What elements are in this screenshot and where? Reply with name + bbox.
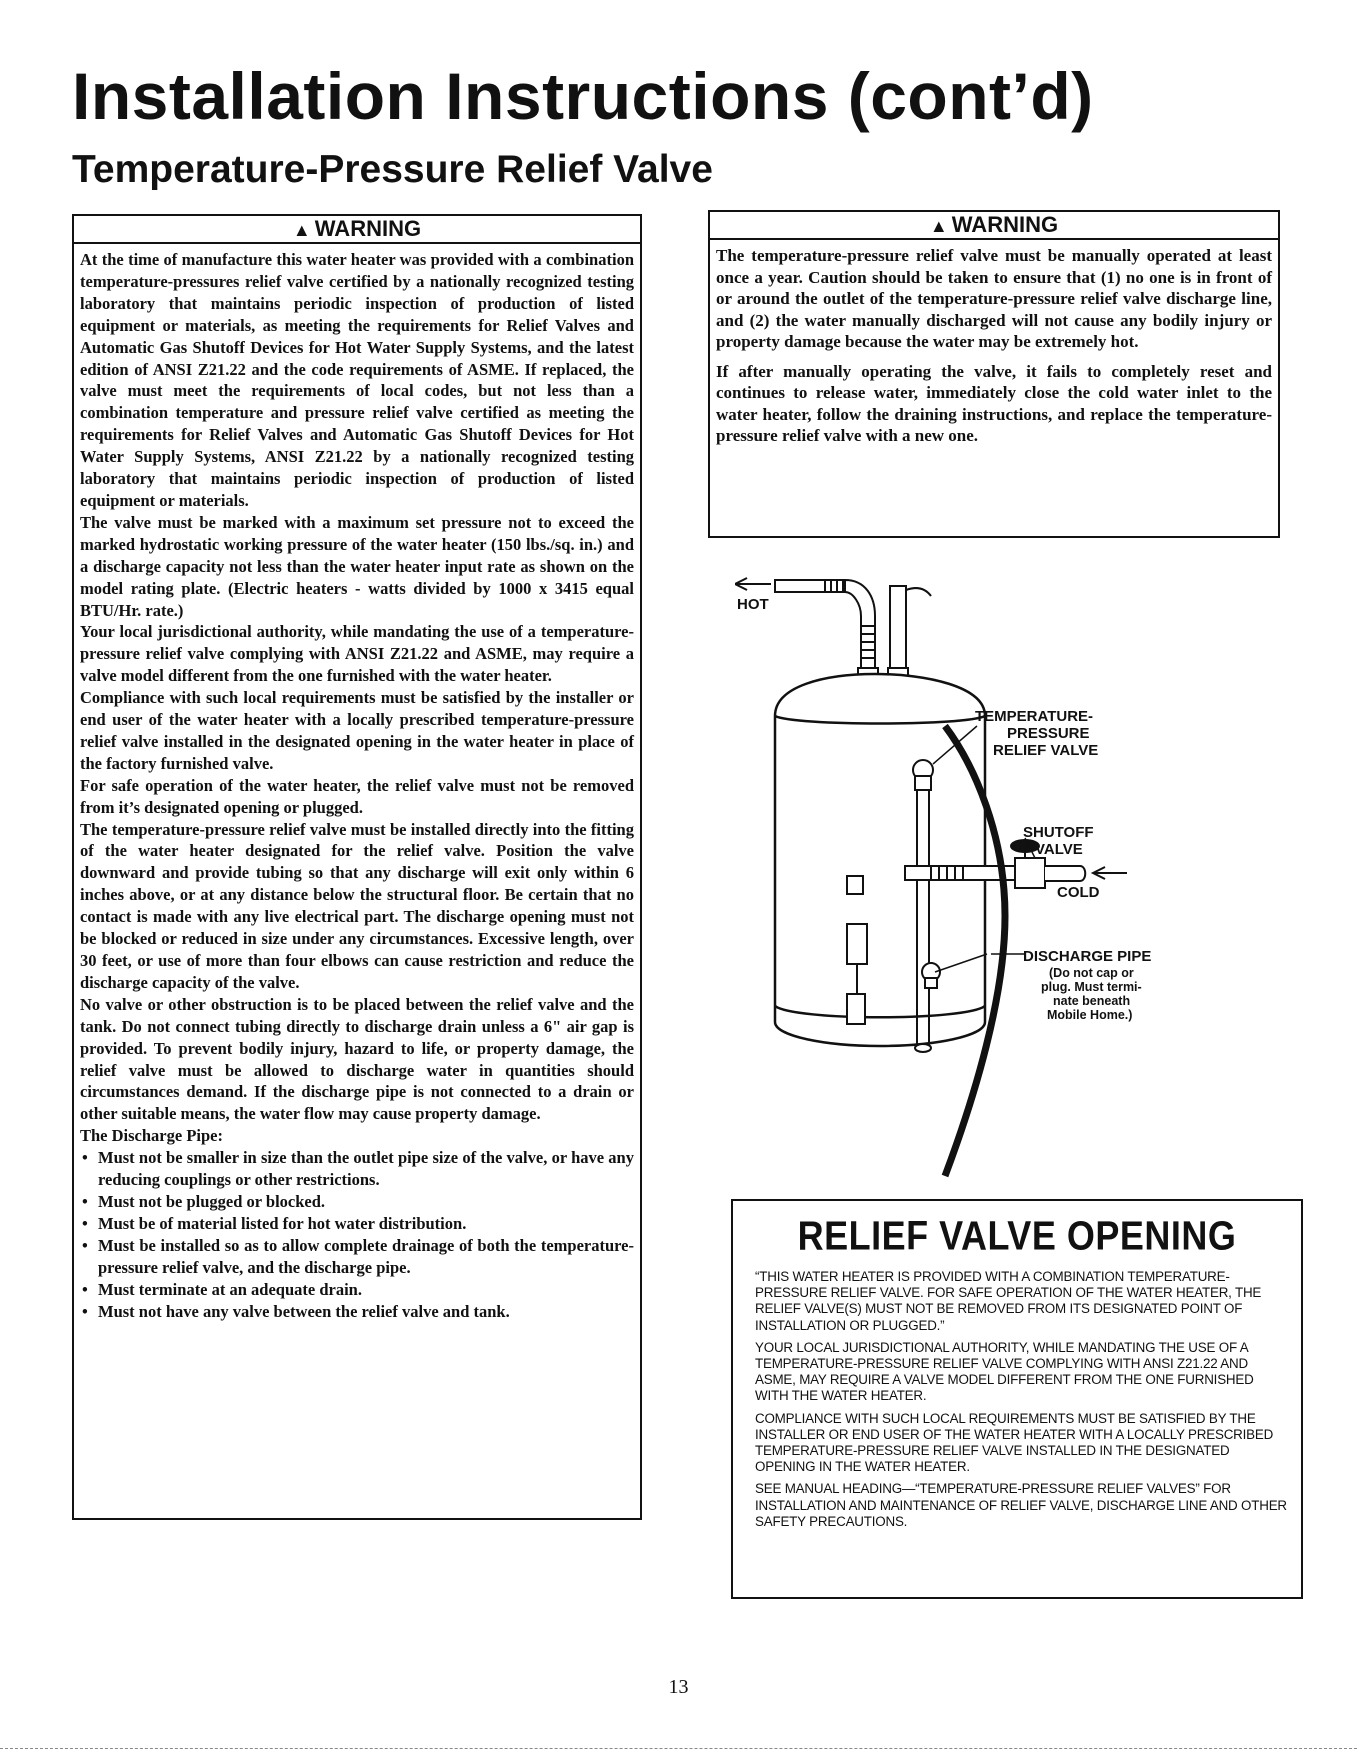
tp-valve-label-line-1: TEMPERATURE- — [975, 708, 1094, 725]
warning-paragraph: At the time of manufacture this water heater was provided with a combination temperature-pressures relief valve certified by a nationally recognized testing laboratory that maintains periodic inspection of production of listed equipment or materials, as meeting the requirements for Relief Valves and Automatic Gas Shutoff Devices for Hot Water Supply Systems, and the latest edition of ANSI Z21.22 and the code requirements of ASME. If replaced, the valve must meet the requirements of local codes, but not less than a combination temperature and pressure relief valve certified as meeting the requirements for Relief Valves and Automatic Gas Shutoff Devices for Hot Water Supply Systems, ANSI Z21.22 by a nationally recognized testing laboratory that maintains periodic inspection of production of listed equipment or materials. — [80, 250, 634, 510]
relief-paragraph: YOUR LOCAL JURISDICTIONAL AUTHORITY, WHILE MANDATING THE USE OF A TEMPERATURE-PRESSURE RELIEF VALVE COMPLYING WITH ANSI Z21.22 AND ASME, MAY REQUIRE A VALVE MODEL DIFFERENT FROM THE ONE FURNISHED WITH THE WATER HEATER. — [755, 1339, 1254, 1404]
relief-valve-opening-label — [731, 1199, 1303, 1599]
shutoff-label-line-2: VALVE — [1035, 841, 1083, 858]
warning-heading: WARNING — [951, 212, 1059, 237]
warning-paragraph: Your local jurisdictional authority, while mandating the use of a temperature-pressure relief valve complying with ANSI Z21.22 and ASME, may require a valve model different from the one furnished with the water heater. — [80, 622, 634, 686]
list-item: • Must not have any valve between the relief valve and tank. — [80, 1301, 634, 1323]
cold-label: COLD — [1057, 884, 1100, 901]
cold-inlet-pipe-top — [890, 586, 931, 678]
warning-paragraph: No valve or other obstruction is to be placed between the relief valve and the tank. Do not connect tubing directly to discharge drain unless a 6" air gap is provided. To prevent bodily injury, hazard to life, or property damage, the relief valve must be allowed to discharge water in quantities should circumstances demand. If the discharge pipe is not connected to a drain or other suitable means, the water flow may cause property damage. — [80, 994, 634, 1124]
tp-valve-label-line-2: PRESSURE — [1007, 725, 1090, 742]
hot-arrow-icon — [735, 578, 771, 590]
hot-water-pipe — [775, 580, 875, 676]
list-item: • Must terminate at an adequate drain. — [80, 1279, 634, 1301]
list-item: • Must be of material listed for hot water distribution. — [80, 1213, 634, 1235]
warning-box-right — [708, 210, 1280, 538]
discharge-note-line-2: plug. Must termi- — [1041, 980, 1142, 994]
warning-paragraph: If after manually operating the valve, it fails to completely reset and continues to release water, immediately close the cold water inlet to the water heater, follow the draining instructions, and replace the temperature-pressure relief valve with a new one. — [716, 361, 1272, 445]
tp-valve-label-line-3: RELIEF VALVE — [993, 742, 1099, 759]
hot-label: HOT — [737, 596, 769, 613]
warning-body — [710, 240, 1278, 447]
warning-paragraph: The valve must be marked with a maximum set pressure not to exceed the marked hydrostatic working pressure of the water heater (150 lbs./sq. in.) and a discharge capacity not less than the water heater input rate as shown on the model rating plate. (Electric heaters - watts divided by 1000 x 3415 equal BTU/Hr. rate.) — [80, 512, 634, 620]
water-heater-illustration — [735, 576, 1277, 1201]
relief-paragraph: “THIS WATER HEATER IS PROVIDED WITH A COMBINATION TEMPERATURE-PRESSURE RELIEF VALVE. FOR SAFE OPERATION OF THE WATER HEATER, THE RELIEF VALVE(S) MUST NOT BE REMOVED FROM ITS DESIGNATED POINT OF INSTALLATION OR PLUGGED.” — [755, 1269, 1262, 1333]
warning-paragraph: The temperature-pressure relief valve must be installed directly into the fitting of the water heater designated for the relief valve. Position the valve downward and provide tubing so that any discharge will exit only within 6 inches above, or at any distance below the structural floor. Be certain that no contact is made with any live electrical part. The discharge opening must not be blocked or reduced in size under any circumstances. Excessive length, over 30 feet, or use of more than four elbows can cause restriction and reduce the discharge capacity of the valve. — [80, 819, 634, 992]
warning-paragraph: Compliance with such local requirements must be satisfied by the installer or end user of the water heater with a locally prescribed temperature-pressure relief valve installed in the designated opening in the water heater in place of the factory furnished valve. — [80, 688, 634, 773]
relief-valve-body — [733, 1257, 1301, 1530]
list-item: • Must not be plugged or blocked. — [80, 1191, 634, 1213]
relief-paragraph: COMPLIANCE WITH SUCH LOCAL REQUIREMENTS MUST BE SATISFIED BY THE INSTALLER OR END USER OF THE WATER HEATER WITH A LOCALLY PRESCRIBED TEMPERATURE-PRESSURE RELIEF VALVE INSTALLED IN THE DESIGNATED OPENING IN THE WATER HEATER. — [755, 1410, 1274, 1475]
section-subtitle: Temperature-Pressure Relief Valve — [72, 148, 713, 191]
water-heater-diagram — [735, 576, 1277, 1201]
warning-header — [710, 212, 1278, 240]
drain-valve-icon — [922, 963, 940, 988]
relief-valve-heading: RELIEF VALVE OPENING — [797, 1212, 1237, 1259]
list-item: • Must not be smaller in size than the outlet pipe size of the valve, or have any reducing couplings or other restrictions. — [80, 1147, 634, 1191]
cold-arrow-icon — [1093, 867, 1127, 879]
scan-border-line — [0, 1748, 1357, 1752]
warning-paragraph: For safe operation of the water heater, the relief valve must not be removed from it’s designated opening or plugged. — [80, 775, 634, 817]
discharge-pipe-label: DISCHARGE PIPE — [1023, 948, 1152, 965]
warning-paragraph: The temperature-pressure relief valve must be manually operated at least once a year. Caution should be taken to ensure that (1) no one is in front of or around the outlet of the temperature-pressure relief valve discharge line, and (2) the water manually discharged will not cause any bodily injury or property damage because the water may be extremely hot. — [716, 246, 1272, 351]
warning-header — [74, 216, 640, 244]
discharge-pipe-list — [80, 1147, 634, 1322]
discharge-note-line-1: (Do not cap or — [1049, 966, 1134, 980]
warning-box-left — [72, 214, 642, 1520]
shutoff-label-line-1: SHUTOFF — [1023, 824, 1094, 841]
warning-heading: WARNING — [314, 216, 422, 241]
discharge-note-line-3: nate beneath — [1053, 994, 1131, 1008]
list-item: • Must be installed so as to allow complete drainage of both the temperature-pressure relief valve, and the discharge pipe. — [80, 1235, 634, 1279]
discharge-note-line-4: Mobile Home.) — [1047, 1008, 1133, 1022]
page-title: Installation Instructions (cont’d) — [72, 59, 1094, 133]
discharge-pipe-heading: The Discharge Pipe: — [80, 1126, 223, 1146]
warning-triangle-icon: ▲ — [929, 216, 948, 236]
warning-body — [74, 244, 640, 1322]
page-number: 13 — [668, 1676, 689, 1698]
water-heater-tank — [775, 674, 985, 1046]
relief-paragraph: SEE MANUAL HEADING—“TEMPERATURE-PRESSURE RELIEF VALVES” FOR INSTALLATION AND MAINTENANCE OF RELIEF VALVE, DISCHARGE LINE AND OTHER SAFETY PRECAUTIONS. — [755, 1481, 1287, 1529]
warning-triangle-icon: ▲ — [292, 220, 311, 240]
